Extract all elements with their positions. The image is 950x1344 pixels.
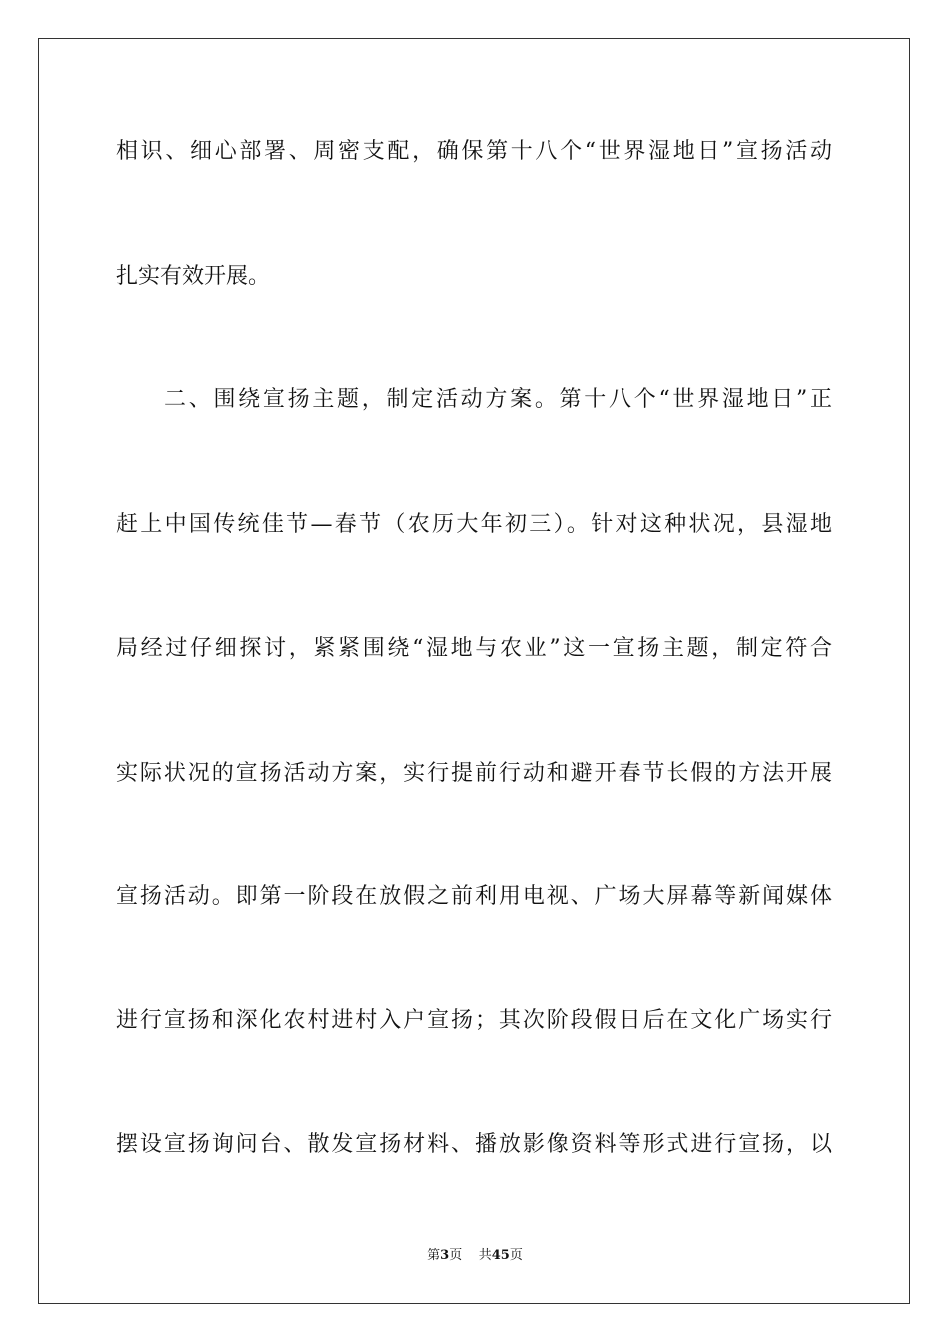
page-footer [0,1247,950,1265]
text-line-7: 宣扬活动。即第一阶段在放假之前利用电视、广场大屏幕等新闻媒体 [116,884,832,909]
total-prefix: 共 [478,1248,492,1263]
text-line-5: 局经过仔细探讨，紧紧围绕“湿地与农业”这一宣扬主题，制定符合 [116,636,832,661]
text-line-6: 实际状况的宣扬活动方案，实行提前行动和避开春节长假的方法开展 [116,761,832,786]
text-line-2: 扎实有效开展。 [116,264,271,289]
text-line-4: 赶上中国传统佳节—春节（农历大年初三）。针对这种状况，县湿地 [116,512,832,537]
total-suffix: 页 [509,1248,523,1263]
text-line-8: 进行宣扬和深化农村进村入户宣扬；其次阶段假日后在文化广场实行 [116,1008,832,1033]
total-pages: 45 [491,1248,510,1263]
paragraph-heading-line: 二、围绕宣扬主题，制定活动方案。第十八个“世界湿地日”正 [164,387,832,412]
page-border [38,38,910,1304]
text-line-1: 相识、细心部署、周密支配，确保第十八个“世界湿地日”宣扬活动 [116,139,832,164]
page-suffix: 页 [449,1248,463,1263]
text-line-9: 摆设宣扬询问台、散发宣扬材料、播放影像资料等形式进行宣扬，以 [116,1132,832,1157]
page-number: 3 [440,1248,450,1263]
page-prefix: 第 [427,1248,441,1263]
